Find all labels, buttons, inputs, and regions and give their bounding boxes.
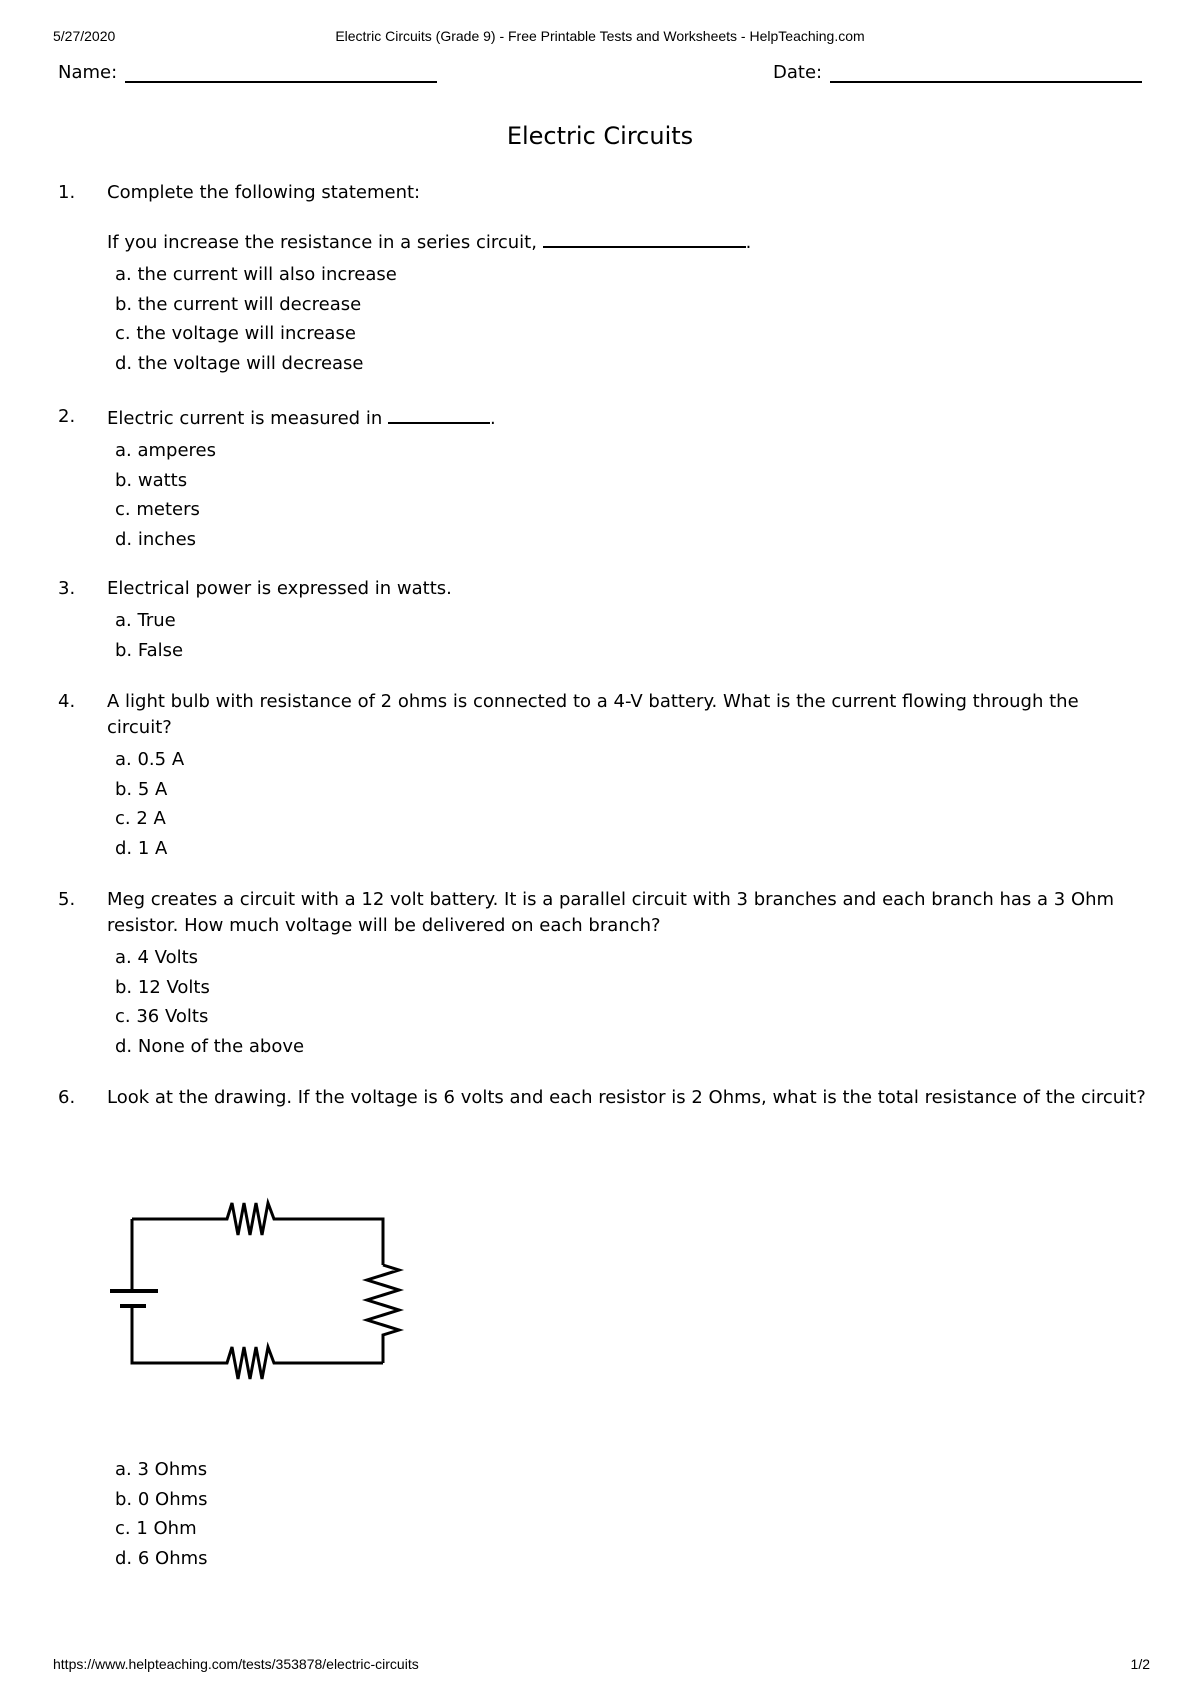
stem-end: . <box>489 408 496 429</box>
option-b: b. 12 Volts <box>115 976 210 998</box>
option-a: a. amperes <box>115 440 216 461</box>
question-5 <box>58 887 1148 1061</box>
bottom-resistor <box>132 1308 383 1379</box>
statement-text: If you increase the resistance in a series circuit, <box>107 232 537 253</box>
question-stem: Electrical power is expressed in watts. <box>107 578 452 599</box>
option-d: d. inches <box>115 528 197 550</box>
question-3 <box>58 576 1148 665</box>
options-list <box>115 943 1148 1061</box>
date-label: Date: <box>773 62 823 83</box>
option-b: b. the current will decrease <box>115 293 362 315</box>
options-list <box>115 745 1148 863</box>
option-c: c. 1 Ohm <box>115 1518 197 1539</box>
option-a: a. 0.5 A <box>115 749 185 770</box>
circuit-diagram <box>100 1195 420 1395</box>
question-6 <box>58 1085 1148 1111</box>
date-field <box>773 62 1142 83</box>
print-page-title: Electric Circuits (Grade 9) - Free Printable Tests and Worksheets - HelpTeaching.com <box>335 28 865 44</box>
option-d: d. None of the above <box>115 1035 305 1057</box>
question-stem: Meg creates a circuit with a 12 volt battery. It is a parallel circuit with 3 branches and each branch has a 3 Ohm resistor. How much voltage will be delivered on each branch? <box>107 889 1115 936</box>
option-a: a. True <box>115 610 176 631</box>
question-stem <box>107 404 1148 432</box>
option-c: c. the voltage will increase <box>115 323 356 344</box>
option-d: d. 6 Ohms <box>115 1547 208 1569</box>
option-a: a. 4 Volts <box>115 947 199 968</box>
option-b: b. 0 Ohms <box>115 1488 208 1510</box>
footer-url: https://www.helpteaching.com/tests/353878/electric-circuits <box>53 1656 419 1672</box>
question-6-options <box>115 1455 208 1573</box>
answer-blank <box>543 228 746 248</box>
option-a: a. the current will also increase <box>115 264 397 285</box>
question-1 <box>58 180 1148 378</box>
option-b: b. watts <box>115 469 188 491</box>
page-number: 1/2 <box>1130 1656 1150 1672</box>
question-statement <box>107 228 1148 256</box>
question-number: 6. <box>58 1087 76 1108</box>
top-resistor <box>132 1203 383 1265</box>
option-c: c. meters <box>115 499 200 520</box>
name-blank-line <box>125 63 437 83</box>
question-number: 4. <box>58 691 76 712</box>
stem-text: Electric current is measured in <box>107 408 383 429</box>
answer-blank <box>388 404 490 424</box>
statement-end: . <box>745 232 752 253</box>
question-number: 5. <box>58 889 76 910</box>
question-4 <box>58 689 1148 863</box>
option-d: d. the voltage will decrease <box>115 352 364 374</box>
name-label: Name: <box>58 62 118 83</box>
option-d: d. 1 A <box>115 837 168 859</box>
question-stem: Look at the drawing. If the voltage is 6 volts and each resistor is 2 Ohms, what is the total resistance of the circuit? <box>107 1087 1146 1108</box>
question-stem: Complete the following statement: <box>107 182 421 203</box>
print-date: 5/27/2020 <box>53 28 116 44</box>
date-blank-line <box>830 63 1142 83</box>
question-number: 2. <box>58 406 76 427</box>
question-number: 3. <box>58 578 76 599</box>
question-number: 1. <box>58 182 76 203</box>
worksheet-title: Electric Circuits <box>506 122 694 150</box>
options-list <box>115 260 1148 378</box>
right-resistor <box>367 1265 399 1363</box>
name-field <box>58 62 437 83</box>
option-c: c. 2 A <box>115 808 166 829</box>
option-c: c. 36 Volts <box>115 1006 209 1027</box>
option-a: a. 3 Ohms <box>115 1459 208 1480</box>
option-b: b. 5 A <box>115 778 168 800</box>
options-list <box>115 606 1148 665</box>
option-b: b. False <box>115 639 184 661</box>
question-2 <box>58 404 1148 554</box>
options-list <box>115 436 1148 554</box>
question-stem: A light bulb with resistance of 2 ohms is connected to a 4-V battery. What is the current flowing through the circuit? <box>107 691 1079 738</box>
